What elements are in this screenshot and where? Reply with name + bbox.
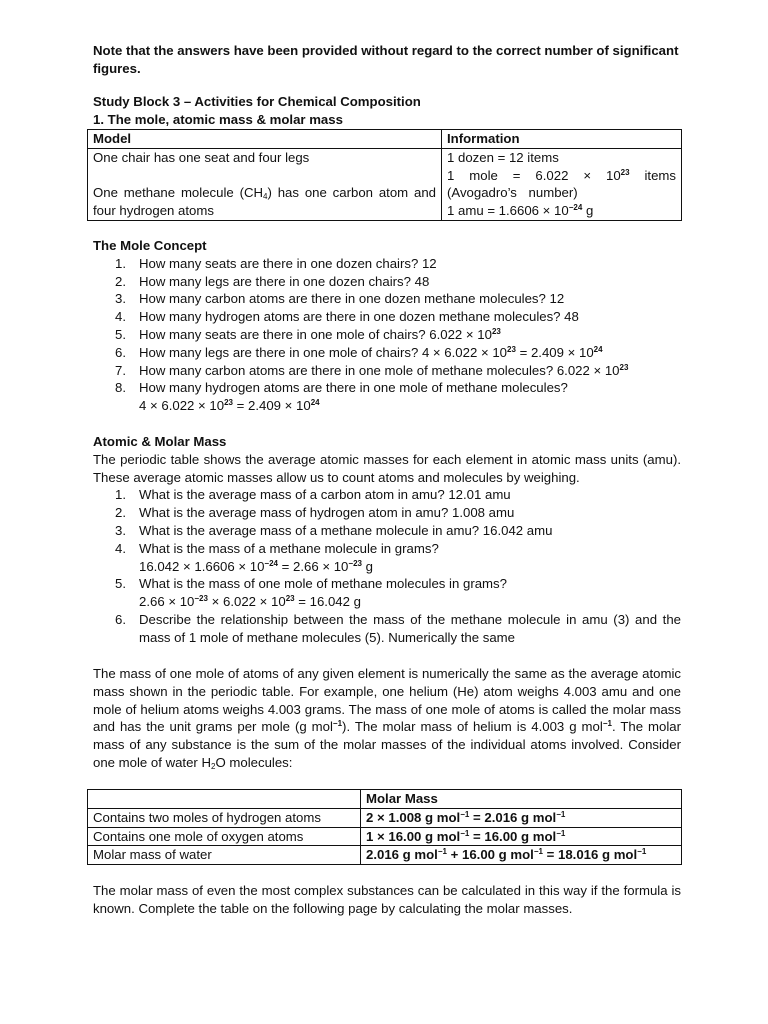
atomic-molar-section — [93, 433, 681, 647]
list-item: 6. How many legs are there in one mole of chairs? $4 \times 6.022 \times 10^{23} = 2.409 \times 10^{24}$ — [115, 344, 603, 360]
list-item: 4. How many hydrogen atoms are there in one dozen methane molecules? 48 — [115, 309, 579, 325]
list-item: 5. How many seats are there in one mole of chairs? $6.022 \times 10^{23}$ — [115, 326, 501, 342]
empty-header-cell — [88, 790, 361, 809]
information-cell — [442, 148, 682, 220]
row-label: Contains two moles of hydrogen atoms — [88, 808, 361, 827]
model-methane: One methane molecule $(CH_4)$ has one carbon atom and four hydrogen atoms — [93, 185, 437, 219]
table-row — [88, 808, 682, 827]
mole-concept-heading: The Mole Concept — [93, 238, 207, 253]
list-item: 2. What is the average mass of hydrogen atom in amu? 1.008 amu — [115, 505, 515, 521]
list-item: 8. How many hydrogen atoms are there in one mole of methane molecules? $4 \times 6.022 \times 10^{23} = 2.409 \times 10^{24}$ — [115, 380, 568, 414]
section-title: 1. The mole, atomic mass & molar mass — [93, 112, 343, 127]
table-row — [88, 846, 682, 865]
model-chair: One chair has one seat and four legs — [93, 149, 310, 165]
atomic-molar-list — [93, 486, 681, 646]
answer-note: Note that the answers have been provided without regard to the correct number of significant figures. — [93, 43, 679, 76]
row-label: Contains one mole of oxygen atoms — [88, 827, 361, 846]
list-item: 5. What is the mass of one mole of methane molecules in grams? $2.66 \times 10^{-23} \times 6.022 \times 10^{23} = 16.042$ g — [115, 576, 507, 610]
info-amu: 1 amu = $1.6606 \times 10^{-24}$ g — [447, 203, 594, 219]
info-mole: 1 mole = $6.022 \times 10^{23}$ items (Avogadro’s number) — [447, 167, 677, 201]
atomic-molar-heading: Atomic & Molar Mass — [93, 434, 227, 449]
list-item: 7. How many carbon atoms are there in one mole of methane molecules? $6.022 \times 10^{23}$ — [115, 362, 629, 378]
table-header-molar-mass: Molar Mass — [361, 790, 682, 809]
list-item: 1. How many seats are there in one dozen chairs? 12 — [115, 255, 437, 271]
list-item: 3. How many carbon atoms are there in one dozen methane molecules? 12 — [115, 291, 565, 307]
info-dozen: 1 dozen = 12 items — [447, 149, 559, 165]
row-value: 1 × 16.00 g mol$^{-1}$ = 16.00 g mol$^{-1}$ — [361, 827, 682, 846]
water-molar-mass-table — [87, 789, 682, 865]
list-item: 3. What is the average mass of a methane molecule in amu? 16.042 amu — [115, 522, 553, 538]
row-label: Molar mass of water — [88, 846, 361, 865]
table-row — [88, 827, 682, 846]
table-header-information: Information — [442, 130, 682, 149]
model-cell — [88, 148, 442, 220]
list-item: 6. Describe the relationship between the mass of the methane molecule in amu (3) and the mass of 1 mole of methane molecules (5). Numerically the same — [115, 611, 681, 645]
list-item: 1. What is the average mass of a carbon atom in amu? 12.01 amu — [115, 487, 511, 503]
list-item: 4. What is the mass of a methane molecule in grams? $16.042 \times 1.6606 \times 10^{-24} = 2.66 \times 10^{-23}$ g — [115, 540, 439, 574]
list-item: 2. How many legs are there in one dozen chairs? 48 — [115, 273, 430, 289]
molar-mass-paragraph: The mass of one mole of atoms of any given element is numerically the same as the average atomic mass shown in the periodic table. For example, one helium (He) atom weighs 4.003 amu and one mole of helium atoms weighs 4.003 grams. The mass of one mole of atoms is called the molar mass and has the unit grams per mole (g mol$^{-1}$). The molar mass of helium is 4.003 g mol$^{-1}$. The molar mass of any substance is the sum of the molar masses of the individual atoms involved. Consider one mole of water $H_2O$ molecules: — [93, 666, 682, 771]
study-block-title: Study Block 3 – Activities for Chemical Composition — [93, 94, 421, 109]
closing-paragraph: The molar mass of even the most complex substances can be calculated in this way if the formula is known. Complete the table on the following page by calculating the molar masses. — [93, 883, 681, 916]
row-value: 2.016 g mol$^{-1}$ + 16.00 g mol$^{-1}$ = 18.016 g mol$^{-1}$ — [361, 846, 682, 865]
mole-concept-section — [93, 237, 681, 415]
row-value: 2 × 1.008 g mol$^{-1}$ = 2.016 g mol$^{-1}$ — [361, 808, 682, 827]
model-information-table — [87, 129, 682, 221]
table-header-model: Model — [88, 130, 442, 149]
atomic-molar-intro: The periodic table shows the average atomic masses for each element in atomic mass units (amu). These average atomic masses allow us to count atoms and molecules by weighing. — [93, 451, 681, 485]
mole-concept-list — [93, 255, 681, 415]
